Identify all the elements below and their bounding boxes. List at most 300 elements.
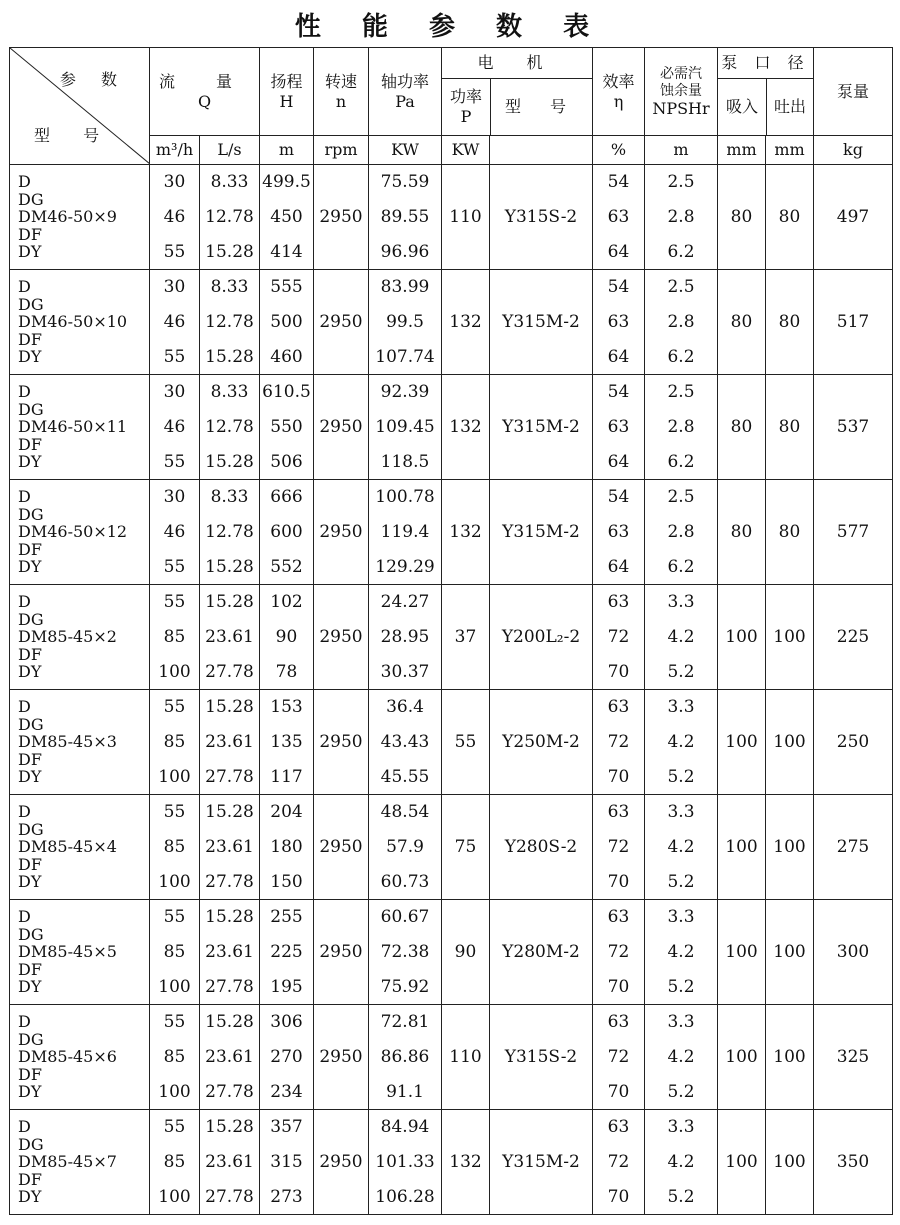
efficiency-cell: 54 [593,270,645,305]
flow-m3h-cell: 100 [150,970,200,1005]
shaft-power-cell: 92.39 [369,375,442,410]
shaft-power-cell: 101.33 [369,1145,442,1180]
weight-cell: 350 [814,1110,893,1215]
head-cell: 234 [260,1075,314,1110]
speed-cell: 2950 [314,480,369,585]
motor-model-cell: Y200L₂-2 [490,585,593,690]
motor-power-cell: 90 [442,900,490,1005]
flow-m3h-cell: 55 [150,550,200,585]
model-cell [10,690,150,795]
motor-model-cell: Y315M-2 [490,480,593,585]
efficiency-cell: 63 [593,795,645,830]
motor-power-cell: 37 [442,585,490,690]
head-cell: 117 [260,760,314,795]
header-motor-power: 功率 [449,87,482,106]
flow-ls-cell: 15.28 [200,690,260,725]
npsh-cell: 2.5 [645,375,718,410]
flow-ls-cell: 15.28 [200,1005,260,1040]
head-cell: 225 [260,935,314,970]
npsh-cell: 4.2 [645,935,718,970]
discharge-cell: 80 [766,270,814,375]
unit-motor-model [490,136,593,165]
npsh-cell: 5.2 [645,865,718,900]
discharge-cell: 80 [766,480,814,585]
motor-model-cell: Y280S-2 [490,795,593,900]
npsh-cell: 6.2 [645,340,718,375]
discharge-cell: 100 [766,1005,814,1110]
shaft-power-cell: 118.5 [369,445,442,480]
flow-ls-cell: 12.78 [200,200,260,235]
shaft-power-cell: 100.78 [369,480,442,515]
motor-model-cell: Y280M-2 [490,900,593,1005]
shaft-power-cell: 30.37 [369,655,442,690]
head-cell: 102 [260,585,314,620]
unit-efficiency: % [593,136,645,165]
model-line: DG [18,504,44,524]
efficiency-cell: 70 [593,1180,645,1215]
table-row [10,1005,893,1040]
npsh-cell: 2.5 [645,270,718,305]
flow-ls-cell: 27.78 [200,1180,260,1215]
suction-cell: 80 [718,165,766,270]
model-cell [10,1110,150,1215]
efficiency-cell: 63 [593,1005,645,1040]
shaft-power-cell: 28.95 [369,620,442,655]
flow-m3h-cell: 46 [150,305,200,340]
efficiency-cell: 64 [593,340,645,375]
discharge-cell: 80 [766,375,814,480]
motor-power-cell: 75 [442,795,490,900]
model-line: DG [18,294,44,314]
model-line: DF [18,959,42,979]
discharge-cell: 100 [766,690,814,795]
speed-cell: 2950 [314,1110,369,1215]
head-cell: 195 [260,970,314,1005]
shaft-power-cell: 36.4 [369,690,442,725]
motor-power-cell: 55 [442,690,490,795]
shaft-power-cell: 84.94 [369,1110,442,1145]
npsh-cell: 4.2 [645,1040,718,1075]
model-line: DG [18,924,44,944]
flow-m3h-cell: 85 [150,1145,200,1180]
speed-cell: 2950 [314,795,369,900]
model-line: DM46-50×11 [18,417,128,437]
flow-m3h-cell: 46 [150,200,200,235]
flow-ls-cell: 8.33 [200,375,260,410]
flow-ls-cell: 12.78 [200,305,260,340]
motor-model-cell: Y315M-2 [490,1110,593,1215]
discharge-cell: 80 [766,165,814,270]
shaft-power-cell: 72.81 [369,1005,442,1040]
model-line: DM85-45×2 [18,627,117,647]
model-line: DM85-45×6 [18,1047,117,1067]
flow-ls-cell: 15.28 [200,550,260,585]
model-line: DY [18,767,42,787]
shaft-power-cell: 72.38 [369,935,442,970]
npsh-cell: 6.2 [645,445,718,480]
header-suction: 吸入 [718,79,767,135]
header-speed: 转速 n [314,48,369,136]
flow-m3h-cell: 85 [150,935,200,970]
model-line: DY [18,242,42,262]
unit-npsh: m [645,136,718,165]
model-line: DY [18,872,42,892]
weight-cell: 250 [814,690,893,795]
model-cell [10,270,150,375]
flow-m3h-cell: 55 [150,1110,200,1145]
model-line: D [18,802,31,822]
flow-ls-cell: 12.78 [200,410,260,445]
flow-m3h-cell: 85 [150,725,200,760]
flow-m3h-cell: 55 [150,795,200,830]
model-cell [10,480,150,585]
weight-cell: 517 [814,270,893,375]
npsh-cell: 5.2 [645,655,718,690]
shaft-power-cell: 24.27 [369,585,442,620]
head-cell: 555 [260,270,314,305]
efficiency-cell: 72 [593,1145,645,1180]
head-cell: 315 [260,1145,314,1180]
npsh-cell: 5.2 [645,760,718,795]
npsh-cell: 5.2 [645,1180,718,1215]
table-row [10,270,893,305]
flow-ls-cell: 15.28 [200,235,260,270]
shaft-power-cell: 45.55 [369,760,442,795]
head-cell: 270 [260,1040,314,1075]
flow-ls-cell: 27.78 [200,760,260,795]
npsh-cell: 2.8 [645,305,718,340]
head-cell: 357 [260,1110,314,1145]
head-cell: 600 [260,515,314,550]
flow-ls-cell: 8.33 [200,480,260,515]
header-param-model-cell [10,48,150,165]
motor-model-cell: Y315S-2 [490,1005,593,1110]
efficiency-cell: 63 [593,1110,645,1145]
npsh-cell: 6.2 [645,550,718,585]
shaft-power-cell: 83.99 [369,270,442,305]
weight-cell: 577 [814,480,893,585]
head-cell: 255 [260,900,314,935]
flow-ls-cell: 8.33 [200,270,260,305]
diagonal-divider-icon [10,48,150,164]
shaft-power-cell: 86.86 [369,1040,442,1075]
efficiency-cell: 63 [593,305,645,340]
flow-m3h-cell: 30 [150,270,200,305]
flow-m3h-cell: 30 [150,375,200,410]
efficiency-cell: 70 [593,1075,645,1110]
flow-ls-cell: 27.78 [200,970,260,1005]
weight-cell: 275 [814,795,893,900]
shaft-power-cell: 107.74 [369,340,442,375]
flow-m3h-cell: 55 [150,340,200,375]
shaft-power-cell: 60.73 [369,865,442,900]
npsh-cell: 2.8 [645,200,718,235]
unit-motor-power: KW [442,136,490,165]
flow-m3h-cell: 46 [150,515,200,550]
header-npsh: 必需汽 蚀余量 NPSHr [645,48,718,136]
suction-cell: 80 [718,270,766,375]
efficiency-cell: 54 [593,165,645,200]
model-line: DM46-50×9 [18,207,117,227]
model-line: D [18,277,31,297]
npsh-cell: 4.2 [645,620,718,655]
model-line: DG [18,819,44,839]
page-title: 性 能 参 数 表 [294,12,606,42]
model-line: DF [18,1064,42,1084]
model-line: DY [18,662,42,682]
flow-m3h-cell: 46 [150,410,200,445]
motor-power-cell: 110 [442,1005,490,1110]
head-cell: 666 [260,480,314,515]
model-line: DY [18,1082,42,1102]
flow-ls-cell: 23.61 [200,1145,260,1180]
head-cell: 550 [260,410,314,445]
header-efficiency: 效率 η [593,48,645,136]
npsh-cell: 3.3 [645,585,718,620]
discharge-cell: 100 [766,585,814,690]
npsh-cell: 5.2 [645,1075,718,1110]
speed-cell: 2950 [314,270,369,375]
npsh-cell: 2.8 [645,410,718,445]
model-cell [10,795,150,900]
model-line: DY [18,452,42,472]
weight-cell: 300 [814,900,893,1005]
motor-power-cell: 132 [442,375,490,480]
flow-ls-cell: 23.61 [200,935,260,970]
flow-m3h-cell: 85 [150,830,200,865]
model-line: DF [18,854,42,874]
model-line: D [18,1012,31,1032]
efficiency-cell: 63 [593,585,645,620]
model-line: DF [18,1169,42,1189]
unit-suction: mm [718,136,766,165]
suction-cell: 100 [718,690,766,795]
head-cell: 180 [260,830,314,865]
head-cell: 135 [260,725,314,760]
efficiency-cell: 64 [593,445,645,480]
npsh-cell: 3.3 [645,1005,718,1040]
npsh-cell: 5.2 [645,970,718,1005]
efficiency-cell: 72 [593,1040,645,1075]
speed-cell: 2950 [314,1005,369,1110]
npsh-cell: 4.2 [645,1145,718,1180]
npsh-cell: 6.2 [645,235,718,270]
suction-cell: 100 [718,795,766,900]
head-cell: 506 [260,445,314,480]
flow-ls-cell: 15.28 [200,795,260,830]
table-row [10,690,893,725]
flow-ls-cell: 23.61 [200,830,260,865]
head-cell: 306 [260,1005,314,1040]
suction-cell: 100 [718,900,766,1005]
suction-cell: 100 [718,1110,766,1215]
shaft-power-cell: 48.54 [369,795,442,830]
model-line: DG [18,714,44,734]
shaft-power-cell: 106.28 [369,1180,442,1215]
model-line: D [18,487,31,507]
flow-m3h-cell: 30 [150,165,200,200]
head-cell: 460 [260,340,314,375]
model-line: DM46-50×12 [18,522,128,542]
flow-ls-cell: 15.28 [200,585,260,620]
unit-weight: kg [814,136,893,165]
performance-table [9,47,893,1215]
speed-cell: 2950 [314,585,369,690]
npsh-cell: 2.8 [645,515,718,550]
table-row [10,375,893,410]
speed-cell: 2950 [314,165,369,270]
model-line: DG [18,1134,44,1154]
shaft-power-cell: 129.29 [369,550,442,585]
header-weight: 泵量 [814,48,893,136]
efficiency-cell: 63 [593,410,645,445]
weight-cell: 497 [814,165,893,270]
flow-m3h-cell: 85 [150,1040,200,1075]
shaft-power-cell: 99.5 [369,305,442,340]
efficiency-cell: 70 [593,655,645,690]
flow-m3h-cell: 55 [150,235,200,270]
shaft-power-cell: 75.59 [369,165,442,200]
flow-m3h-cell: 100 [150,760,200,795]
flow-ls-cell: 15.28 [200,340,260,375]
head-cell: 150 [260,865,314,900]
flow-ls-cell: 23.61 [200,725,260,760]
efficiency-cell: 70 [593,970,645,1005]
flow-ls-cell: 15.28 [200,1110,260,1145]
discharge-cell: 100 [766,900,814,1005]
suction-cell: 80 [718,480,766,585]
head-cell: 414 [260,235,314,270]
speed-cell: 2950 [314,690,369,795]
flow-m3h-cell: 30 [150,480,200,515]
head-cell: 552 [260,550,314,585]
efficiency-cell: 64 [593,235,645,270]
model-line: DF [18,749,42,769]
unit-speed: rpm [314,136,369,165]
flow-m3h-cell: 55 [150,445,200,480]
efficiency-cell: 63 [593,690,645,725]
suction-cell: 80 [718,375,766,480]
flow-ls-cell: 23.61 [200,1040,260,1075]
model-line: D [18,1117,31,1137]
model-line: DY [18,347,42,367]
shaft-power-cell: 57.9 [369,830,442,865]
flow-ls-cell: 23.61 [200,620,260,655]
model-line: D [18,172,31,192]
motor-power-cell: 132 [442,1110,490,1215]
flow-ls-cell: 8.33 [200,165,260,200]
flow-m3h-cell: 100 [150,1075,200,1110]
unit-flow-m3h: m³/h [150,136,200,165]
unit-head: m [260,136,314,165]
table-row [10,165,893,200]
table-row [10,480,893,515]
efficiency-cell: 72 [593,620,645,655]
npsh-cell: 4.2 [645,830,718,865]
shaft-power-cell: 89.55 [369,200,442,235]
head-cell: 450 [260,200,314,235]
npsh-cell: 3.3 [645,690,718,725]
npsh-cell: 3.3 [645,900,718,935]
efficiency-cell: 70 [593,760,645,795]
discharge-cell: 100 [766,795,814,900]
model-line: DF [18,539,42,559]
motor-power-cell: 132 [442,480,490,585]
header-motor-model: 型 号 [504,97,579,116]
flow-ls-cell: 15.28 [200,445,260,480]
shaft-power-cell: 109.45 [369,410,442,445]
discharge-cell: 100 [766,1110,814,1215]
efficiency-cell: 72 [593,725,645,760]
table-row [10,585,893,620]
head-cell: 499.5 [260,165,314,200]
speed-cell: 2950 [314,375,369,480]
model-line: DF [18,329,42,349]
performance-table-wrapper [9,47,893,1215]
model-cell [10,900,150,1005]
shaft-power-cell: 75.92 [369,970,442,1005]
efficiency-cell: 64 [593,550,645,585]
flow-m3h-cell: 100 [150,1180,200,1215]
efficiency-cell: 72 [593,935,645,970]
flow-m3h-cell: 85 [150,620,200,655]
head-cell: 78 [260,655,314,690]
model-line: DM85-45×3 [18,732,117,752]
flow-ls-cell: 15.28 [200,900,260,935]
model-line: DG [18,609,44,629]
shaft-power-cell: 119.4 [369,515,442,550]
flow-ls-cell: 12.78 [200,515,260,550]
head-cell: 500 [260,305,314,340]
shaft-power-cell: 60.67 [369,900,442,935]
shaft-power-cell: 96.96 [369,235,442,270]
model-cell [10,1005,150,1110]
model-line: DM46-50×10 [18,312,128,332]
flow-ls-cell: 27.78 [200,865,260,900]
efficiency-cell: 63 [593,200,645,235]
unit-flow-ls: L/s [200,136,260,165]
model-line: DG [18,1029,44,1049]
motor-model-cell: Y315M-2 [490,270,593,375]
model-cell [10,585,150,690]
model-line: DG [18,399,44,419]
flow-m3h-cell: 55 [150,1005,200,1040]
npsh-cell: 4.2 [645,725,718,760]
model-line: DG [18,189,44,209]
model-line: DM85-45×5 [18,942,117,962]
header-discharge: 吐出 [773,97,806,116]
flow-m3h-cell: 100 [150,865,200,900]
efficiency-cell: 63 [593,515,645,550]
model-line: D [18,382,31,402]
model-line: DY [18,557,42,577]
suction-cell: 100 [718,1005,766,1110]
motor-model-cell: Y315S-2 [490,165,593,270]
head-cell: 204 [260,795,314,830]
unit-discharge: mm [766,136,814,165]
head-cell: 273 [260,1180,314,1215]
header-head: 扬程 H [260,48,314,136]
weight-cell: 225 [814,585,893,690]
shaft-power-cell: 91.1 [369,1075,442,1110]
header-flow: 流 量 Q [150,48,260,136]
model-cell [10,165,150,270]
model-line: DF [18,224,42,244]
efficiency-cell: 63 [593,900,645,935]
header-model: 型 号 [34,126,114,145]
npsh-cell: 3.3 [645,795,718,830]
flow-ls-cell: 27.78 [200,1075,260,1110]
